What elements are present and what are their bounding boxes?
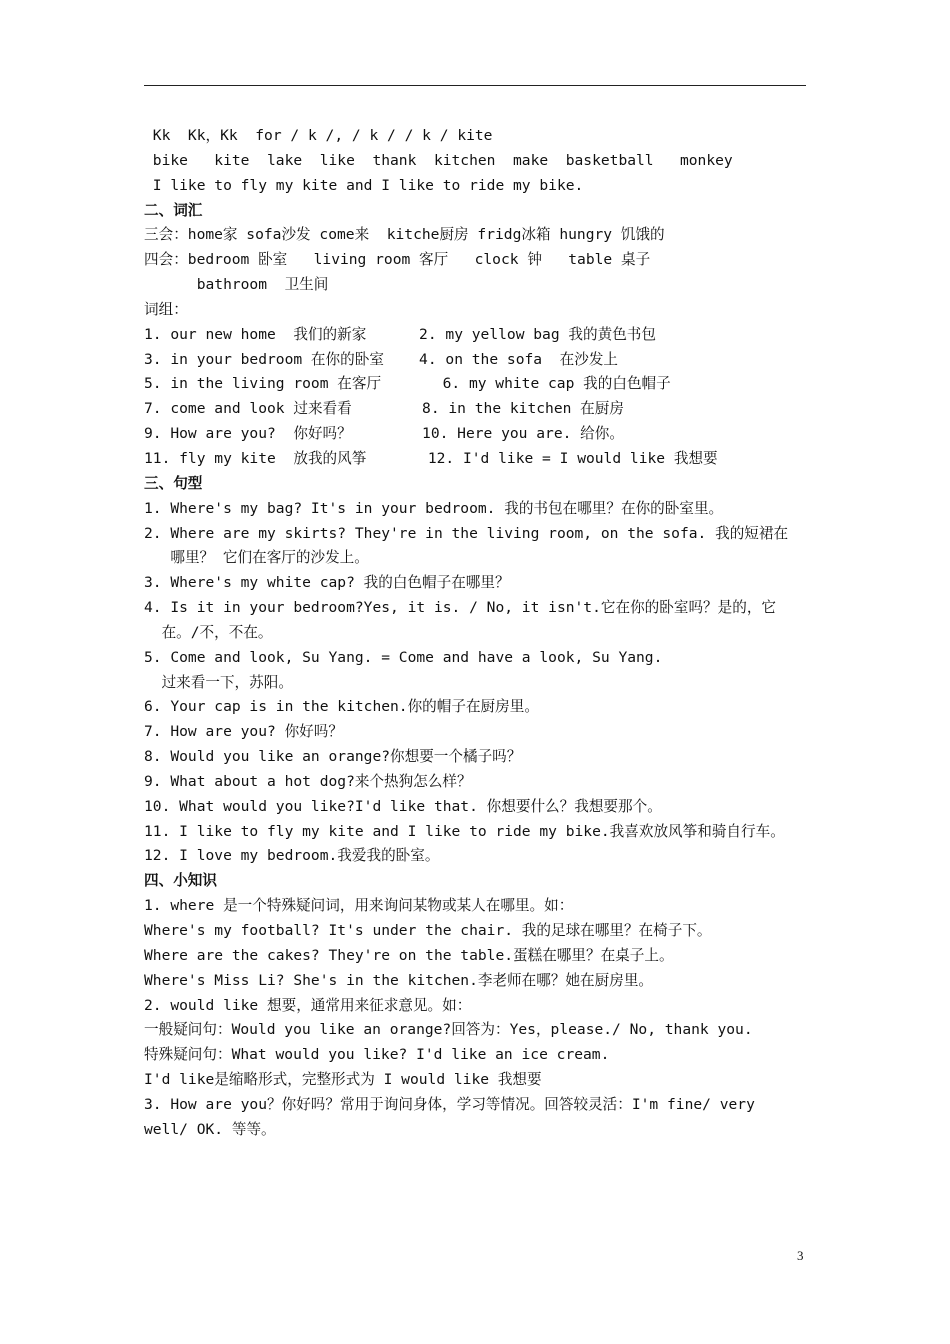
tip-line: well/ OK. 等等。 — [144, 1120, 276, 1138]
tip-line: 2. would like 想要，通常用来征求意见。如： — [144, 996, 472, 1014]
section-heading-tips: 四、小知识 — [144, 872, 217, 890]
sentence-line: 哪里？ 它们在客厅的沙发上。 — [144, 549, 369, 567]
tip-line: 1. where 是一个特殊疑问词，用来询问某物或某人在哪里。如： — [144, 897, 574, 915]
header-rule — [144, 85, 806, 86]
phrase-line: 7. come and look 过来看看 8. in the kitchen 在厨房 — [144, 400, 624, 418]
phonics-words: bike kite lake like thank kitchen make basketball monkey — [144, 151, 733, 169]
sentence-line: 12. I love my bedroom.我爱我的卧室。 — [144, 847, 440, 865]
sentence-line: 11. I like to fly my kite and I like to ride my bike.我喜欢放风筝和骑自行车。 — [144, 822, 785, 840]
sentence-line: 5. Come and look, Su Yang. = Come and have a look, Su Yang. — [144, 648, 663, 666]
phrase-line: 9. How are you? 你好吗？ 10. Here you are. 给你。 — [144, 425, 624, 443]
sentence-line: 10. What would you like?I'd like that. 你想要什么？我想要那个。 — [144, 797, 662, 815]
document-body — [144, 124, 814, 1143]
sentence-line: 4. Is it in your bedroom?Yes, it is. / No, it isn't.它在你的卧室吗？是的，它 — [144, 599, 777, 617]
sentence-line: 在。/不，不在。 — [144, 623, 273, 641]
tip-line: 一般疑问句：Would you like an orange?回答为：Yes，please./ No, thank you. — [144, 1021, 753, 1039]
tip-line: Where's my football? It's under the chair. 我的足球在哪里？在椅子下。 — [144, 922, 712, 939]
sentence-line: 7. How are you? 你好吗？ — [144, 723, 343, 741]
tip-line: Where are the cakes? They're on the table.蛋糕在哪里？在桌子上。 — [144, 946, 674, 964]
sentence-line: 9. What about a hot dog?来个热狗怎么样？ — [144, 772, 472, 790]
section-heading-vocab: 二、词汇 — [144, 201, 203, 219]
phrase-line: 5. in the living room 在客厅 6. my white cap 我的白色帽子 — [144, 375, 671, 393]
sentence-line: 2. Where are my skirts? They're in the living room, on the sofa. 我的短裙在 — [144, 524, 789, 542]
phrase-line: 3. in your bedroom 在你的卧室 4. on the sofa 在沙发上 — [144, 350, 619, 368]
phrase-line: 1. our new home 我们的新家 2. my yellow bag 我的黄色书包 — [144, 325, 656, 343]
sentence-line: 3. Where's my white cap? 我的白色帽子在哪里？ — [144, 574, 510, 592]
vocab-four-cont: bathroom 卫生间 — [144, 276, 329, 294]
phrase-line: 11. fly my kite 放我的风筝 12. I'd like = I would like 我想要 — [144, 449, 718, 467]
tip-line: Where's Miss Li? She's in the kitchen.李老师在哪？她在厨房里。 — [144, 971, 654, 989]
tip-line: 3. How are you？你好吗？常用于询问身体，学习等情况。回答较灵活：I'm fine/ very — [144, 1095, 755, 1113]
vocab-four: 四会：bedroom 卧室 living room 客厅 clock 钟 table 桌子 — [144, 251, 651, 269]
sentence-line: 8. Would you like an orange?你想要一个橘子吗？ — [144, 748, 522, 766]
tip-line: 特殊疑问句：What would you like? I'd like an ice cream. — [144, 1046, 610, 1064]
section-heading-sentences: 三、句型 — [144, 474, 203, 492]
page-number: 3 — [797, 1248, 804, 1263]
phonics-sentence: I like to fly my kite and I like to ride my bike. — [144, 176, 584, 194]
sentence-line: 6. Your cap is in the kitchen.你的帽子在厨房里。 — [144, 698, 539, 716]
phonics-line: Kk Kk，Kk for / k /, / k / / k / kite — [144, 127, 493, 144]
sentence-line: 1. Where's my bag? It's in your bedroom. 我的书包在哪里？在你的卧室里。 — [144, 499, 724, 517]
sentence-line: 过来看一下，苏阳。 — [144, 673, 293, 691]
vocab-three: 三会：home家 sofa沙发 come来 kitche厨房 fridg冰箱 hungry 饥饿的 — [144, 226, 665, 244]
tip-line: I'd like是缩略形式，完整形式为 I would like 我想要 — [144, 1071, 542, 1089]
phrases-label: 词组： — [144, 300, 188, 318]
